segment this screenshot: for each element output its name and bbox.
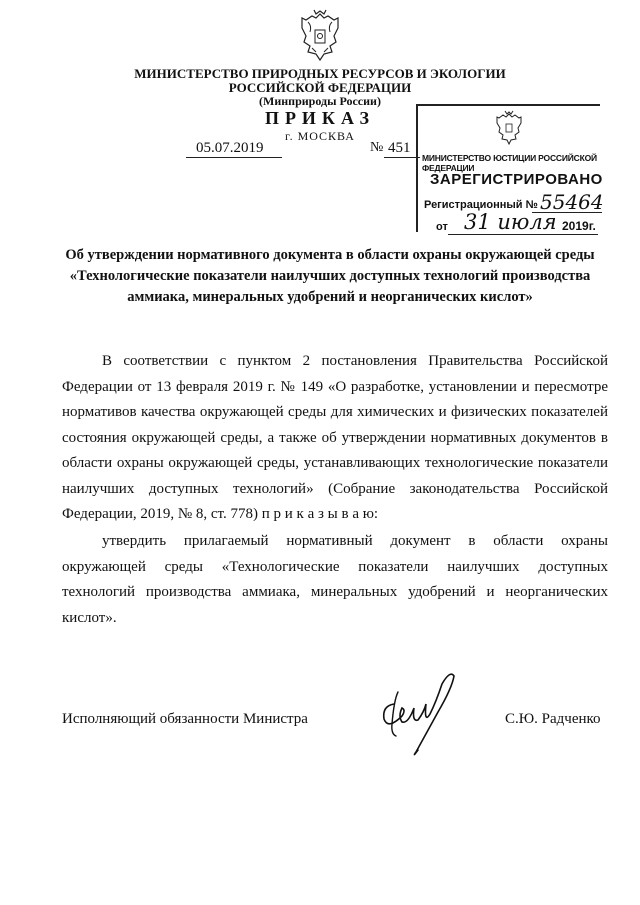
stamp-coat-of-arms-icon [494, 110, 524, 146]
stamp-reg-number-label: Регистрационный № [424, 199, 538, 211]
stamp-year: 2019г. [562, 219, 596, 233]
stamp-border [416, 104, 600, 106]
body-paragraph-2: утвердить прилагаемый нормативный документ в области охраны окружающей среды «Технологические показатели наилучших доступных технологий производства аммиака, минеральных удобрений и неорганических кислот». [62, 533, 608, 626]
stamp-date-underline [448, 234, 598, 235]
document-title: Об утверждении нормативного документа в области охраны окружающей среды «Технологические показатели наилучших доступных технологий производства аммиака, минеральных удобрений и неорганических кислот» [65, 247, 595, 305]
ministry-name-line1: МИНИСТЕРСТВО ПРИРОДНЫХ РЕСУРСОВ И ЭКОЛОГИИ [134, 66, 506, 81]
date-underline [186, 157, 282, 158]
body-paragraph-1: В соответствии с пунктом 2 постановления Правительства Российской Федерации от 13 февраля 2019 г. № 149 «О разработке, установлении и пересмотре нормативов качества окружающей среды для химических и физических показателей состояния окружающей среды, а также об утверждении нормативных документов в области охраны окружающей среды, устанавливающих технологические показатели наилучших доступных технологий» (Собрание законодательства Российской Федерации, 2019, № 8, ст. 778) п р и к а з ы в а ю: [62, 353, 608, 522]
handwritten-signature [372, 664, 472, 759]
document-number: 451 [388, 140, 411, 156]
stamp-handwritten-date: 31 июля [464, 210, 557, 234]
coat-of-arms-icon [296, 8, 344, 64]
document-date: 05.07.2019 [196, 140, 264, 156]
number-sign: № [370, 140, 384, 155]
signatory-role: Исполняющий обязанности Министра [62, 711, 308, 727]
number-underline [384, 157, 420, 158]
stamp-reg-number: 55464 [540, 190, 604, 214]
ministry-short-name: (Минприроды России) [259, 94, 381, 108]
document-type: ПРИКАЗ [264, 108, 376, 128]
stamp-registered: ЗАРЕГИСТРИРОВАНО [430, 171, 603, 188]
stamp-ministry-title: МИНИСТЕРСТВО ЮСТИЦИИ РОССИЙСКОЙ ФЕДЕРАЦИИ [422, 153, 597, 173]
stamp-from-label: от [436, 221, 448, 233]
document-city: г. МОСКВА [285, 129, 355, 143]
stamp-border [416, 104, 418, 232]
signatory-name: С.Ю. Радченко [505, 711, 601, 727]
ministry-name-line2: РОССИЙСКОЙ ФЕДЕРАЦИИ [228, 80, 412, 95]
